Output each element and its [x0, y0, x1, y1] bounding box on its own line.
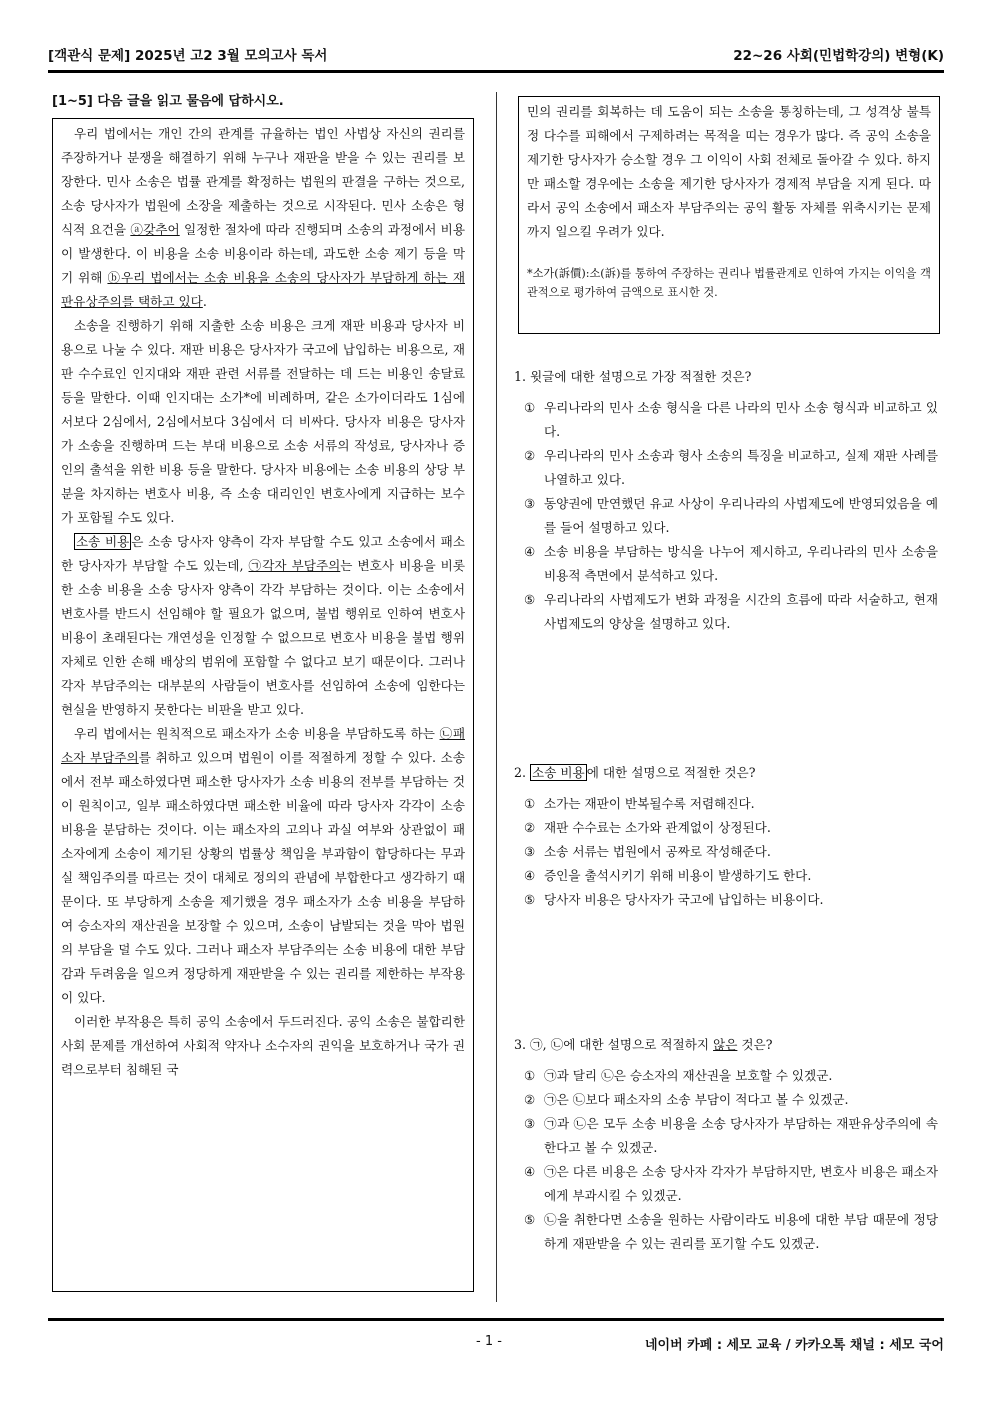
question-text: 것은? — [737, 1037, 773, 1052]
passage-text: 우리 법에서는 개인 간의 관계를 규율하는 법인 사법상 자신의 권리를 주장하거나 분쟁을 해결하기 위해 누구나 재판을 받을 수 있는 권리를 보장한다. 민사 소송은 법률 관계를 확정하는 법원의 판결을 구하는 것으로, 소송 당사자가 법원에 소장을 제출하는 것으로 시작된다. 민사 소송은 형식적 요건을 — [61, 126, 465, 237]
question-text: 3. ㉠, ㉡에 대한 설명으로 적절하지 — [514, 1037, 714, 1052]
passage-paragraph-3 — [61, 530, 465, 722]
mark-a: ⓐ갖추어 — [130, 222, 180, 237]
option-text: 재판 수수료는 소가와 관계없이 상정된다. — [544, 820, 771, 835]
page-header — [48, 44, 944, 66]
header-rule — [48, 70, 944, 73]
header-title: [객관식 문제] 2025년 고2 3월 모의고사 독서 — [48, 48, 328, 64]
question-3-title — [514, 1034, 938, 1056]
page-footer — [48, 1334, 944, 1356]
passage-paragraph-2: 소송을 진행하기 위해 지출한 소송 비용은 크게 재판 비용과 당사자 비용으로 나눌 수 있다. 재판 비용은 당사자가 국고에 납입하는 비용으로, 재판 수수료인 인지대와 재판 관련 서류를 전달하는 데 드는 비용인 송달료 등을 말한다. 이때 인지대는 소가*에 비례하며, 같은 소가이더라도 1심에서보다 2심에서, 2심에서보다 3심에서 더 비싸다. 당사자 비용은 당사자가 소송을 진행하며 드는 부대 비용으로 소송 서류의 작성료, 당사자나 증인의 출석을 위한 비용 등을 말한다. 당사자 비용에는 소송 비용의 상당 부분을 차지하는 변호사 비용, 즉 소송 대리인인 변호사에게 지급하는 보수가 포함될 수도 있다. — [61, 318, 465, 525]
question-3-option-5[interactable] — [514, 1208, 938, 1256]
question-2-option-1[interactable] — [514, 792, 938, 816]
option-number: ④ — [524, 868, 536, 883]
question-1-option-1[interactable] — [514, 396, 938, 444]
mark-nieun: ㉡패소자 부담주의 — [61, 726, 465, 765]
option-number: ⑤ — [524, 592, 536, 607]
question-3-option-4[interactable] — [514, 1160, 938, 1208]
passage-paragraph-4 — [61, 722, 465, 1010]
option-number: ③ — [524, 844, 536, 859]
question-3-option-3[interactable] — [514, 1112, 938, 1160]
mark-giyeok: ㉠각자 부담주의 — [248, 558, 341, 573]
option-text: ㉠과 ㉡은 모두 소송 비용을 소송 당사자가 부담하는 재판유상주의에 속한다고 볼 수 있겠군. — [544, 1116, 938, 1155]
option-text: 소송 서류는 법원에서 공짜로 작성해준다. — [544, 844, 771, 859]
page-number: - 1 - — [476, 1334, 502, 1349]
option-text: 동양권에 만연했던 유교 사상이 우리나라의 사법제도에 반영되었음을 예를 들어 설명하고 있다. — [544, 496, 938, 535]
option-number: ① — [524, 400, 536, 415]
question-2-option-2[interactable] — [514, 816, 938, 840]
option-number: ③ — [524, 496, 536, 511]
option-text: 우리나라의 민사 소송 형식을 다른 나라의 민사 소송 형식과 비교하고 있다. — [544, 400, 938, 439]
question-1-option-2[interactable] — [514, 444, 938, 492]
question-2-option-5[interactable] — [514, 888, 938, 912]
column-divider — [496, 92, 497, 1302]
option-text: ㉠과 달리 ㉡은 승소자의 재산권을 보호할 수 있겠군. — [544, 1068, 833, 1083]
option-number: ① — [524, 1068, 536, 1083]
option-number: ④ — [524, 544, 536, 559]
passage-text: 를 취하고 있으며 법원이 이를 적절하게 정할 수 있다. 소송에서 전부 패소하였다면 패소한 당사자가 소송 비용의 전부를 부담하는 것이 원칙이고, 일부 패소하였다면 패소한 비율에 따라 당사자 각각이 소송 비용을 분담하는 것이다. 이는 패소자의 고의나 과실 여부와 상관없이 패소자에게 소송이 제기된 상황의 법률상 책임을 부과함이 합당하다는 무과실 책임주의를 따르는 것이 대체로 정의의 관념에 부합한다고 생각하기 때문이다. 또 부당하게 소송을 제기했을 경우 패소자가 소송 비용을 부담하여 승소자의 재산권을 보장할 수 있으며, 소송이 남발되는 것을 막아 법원의 부담을 덜 수도 있다. 그러나 패소자 부담주의는 소송 비용에 대한 부담감과 두려움을 일으켜 정당하게 재판받을 수 있는 권리를 제한하는 부작용이 있다. — [61, 750, 465, 1005]
option-number: ② — [524, 820, 536, 835]
question-2 — [514, 762, 938, 912]
footer-channel-info: 네이버 카페 : 세모 교육 / 카카오톡 채널 : 세모 국어 — [644, 1338, 944, 1353]
passage-paragraph-5-cont: 민의 권리를 회복하는 데 도움이 되는 소송을 통칭하는데, 그 성격상 불특정 다수를 피해에서 구제하려는 목적을 띠는 경우가 많다. 즉 공익 소송을 제기한 당사자가 승소할 경우 그 이익이 사회 전체로 돌아갈 수 있다. 하지만 패소할 경우에는 소송을 제기한 당사자가 경제적 부담을 지게 된다. 따라서 공익 소송에서 패소자 부담주의는 공익 활동 자체를 위축시키는 문제까지 일으킬 우려가 있다. — [527, 104, 931, 239]
option-text: 소송 비용을 부담하는 방식을 나누어 제시하고, 우리나라의 민사 소송을 비용적 측면에서 분석하고 있다. — [544, 544, 938, 583]
option-text: 우리나라의 사법제도가 변화 과정을 시간의 흐름에 따라 서술하고, 현재 사법제도의 양상을 설명하고 있다. — [544, 592, 938, 631]
question-2-option-4[interactable] — [514, 864, 938, 888]
option-number: ② — [524, 1092, 536, 1107]
boxed-term-litigation-cost: 소송 비용 — [532, 765, 585, 780]
option-text: ㉡을 취한다면 소송을 원하는 사람이라도 비용에 대한 부담 때문에 정당하게 재판받을 수 있는 권리를 포기할 수도 있겠군. — [544, 1212, 938, 1251]
passage-text: 은 소송 당사자 양측이 각자 부담할 수도 있고 소송에서 패소한 당사자가 부담할 수도 있는데, — [61, 534, 465, 573]
question-set-intro: [1~5] 다음 글을 읽고 물음에 답하시오. — [52, 94, 284, 109]
header-subtitle: 22~26 사회(민법학강의) 변형(K) — [733, 48, 944, 64]
passage-paragraph-1 — [61, 122, 465, 314]
option-number: ⑤ — [524, 892, 536, 907]
option-text: ㉠은 ㉡보다 패소자의 소송 부담이 적다고 볼 수 있겠군. — [544, 1092, 849, 1107]
option-text: 당사자 비용은 당사자가 국고에 납입하는 비용이다. — [544, 892, 824, 907]
passage-box-right — [518, 96, 940, 334]
passage-text: 우리 법에서는 원칙적으로 패소자가 소송 비용을 부담하도록 하는 — [74, 726, 440, 741]
question-1-title: 1. 윗글에 대한 설명으로 가장 적절한 것은? — [514, 369, 752, 384]
question-2-title — [514, 762, 938, 784]
question-3 — [514, 1034, 938, 1256]
question-text: 에 대한 설명으로 적절한 것은? — [586, 765, 756, 780]
option-number: ⑤ — [524, 1212, 536, 1227]
question-1-option-4[interactable] — [514, 540, 938, 588]
option-text: 우리나라의 민사 소송과 형사 소송의 특징을 비교하고, 실제 재판 사례를 나열하고 있다. — [544, 448, 938, 487]
option-text: ㉠은 다른 비용은 소송 당사자 각자가 부담하지만, 변호사 비용은 패소자에게 부과시킬 수 있겠군. — [544, 1164, 938, 1203]
option-number: ③ — [524, 1116, 536, 1131]
option-number: ① — [524, 796, 536, 811]
passage-text: . — [202, 294, 207, 309]
option-number: ② — [524, 448, 536, 463]
passage-text: 일정한 절차에 따라 진행되며 소송의 과정에서 비용이 발생한다. 이 비용을 소송 비용이라 하는데, 과도한 소송 제기 등을 막기 위해 — [61, 222, 466, 285]
question-3-option-2[interactable] — [514, 1088, 938, 1112]
question-3-option-1[interactable] — [514, 1064, 938, 1088]
question-1-option-5[interactable] — [514, 588, 938, 636]
passage-text: 는 변호사 비용을 비롯한 소송 비용을 소송 당사자 양측이 각각 부담하는 것이다. 이는 소송에서 변호사를 반드시 선임해야 할 필요가 없으며, 불법 행위로 인하여 변호사 비용이 초래된다는 개연성을 인정할 수 없으므로 변호사 비용을 불법 행위 자체로 인한 손해 배상의 범위에 포함할 수 없다고 보기 때문이다. 그러나 각자 부담주의는 대부분의 사람들이 변호사를 선임하여 소송에 임한다는 현실을 반영하지 못한다는 비판을 받고 있다. — [61, 558, 466, 717]
boxed-term-litigation-cost: 소송 비용 — [76, 534, 130, 549]
question-1 — [514, 366, 938, 636]
option-text: 소가는 재판이 반복될수록 저렴해진다. — [544, 796, 755, 811]
passage-box-left — [52, 118, 474, 1292]
question-1-option-3[interactable] — [514, 492, 938, 540]
mark-b: ⓑ우리 법에서는 소송 비용을 소송의 당사자가 부담하게 하는 재판유상주의를 택하고 있다 — [61, 270, 465, 309]
footer-rule — [48, 1318, 944, 1321]
footnote: *소가(訴價):소(訴)를 통하여 주장하는 권리나 법률관계로 인하여 가지는 이익을 객관적으로 평가하여 금액으로 표시한 것. — [527, 267, 931, 299]
emphasis-not: 않은 — [713, 1037, 738, 1052]
passage-paragraph-5: 이러한 부작용은 특히 공익 소송에서 두드러진다. 공익 소송은 불합리한 사회 문제를 개선하여 사회적 약자나 소수자의 권익을 보호하거나 국가 권력으로부터 침해된 국 — [61, 1014, 465, 1077]
question-2-option-3[interactable] — [514, 840, 938, 864]
option-text: 증인을 출석시키기 위해 비용이 발생하기도 한다. — [544, 868, 812, 883]
question-number: 2. — [514, 765, 531, 780]
option-number: ④ — [524, 1164, 536, 1179]
